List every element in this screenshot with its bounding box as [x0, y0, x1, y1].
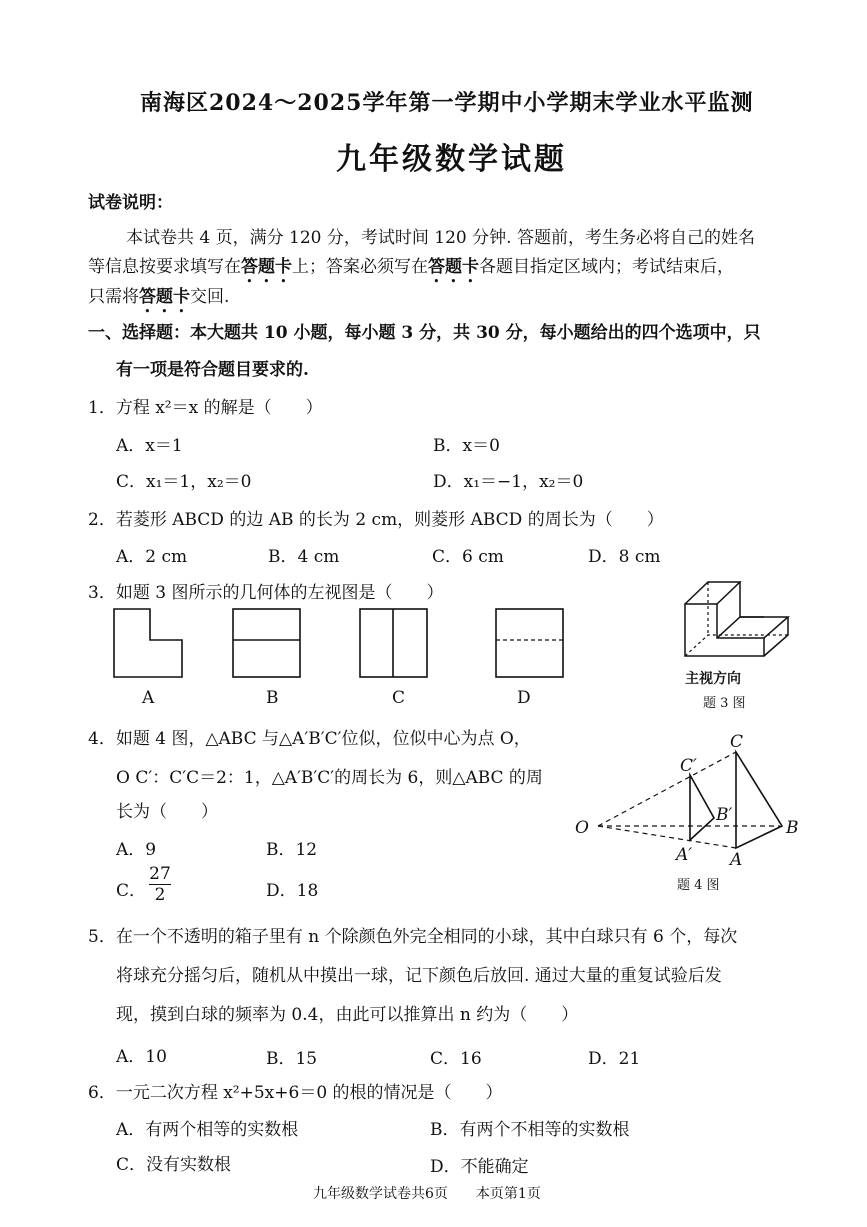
q1-option-b: B．x＝0 — [433, 436, 500, 456]
answer-card-term: 答题卡 — [241, 257, 292, 277]
q4-point-b-prime: B′ — [716, 805, 733, 825]
q6-option-d: D．不能确定 — [430, 1157, 529, 1177]
q3-label-a: A — [142, 688, 155, 708]
q4-point-b: B — [786, 818, 799, 838]
q1-stem: 1．方程 x²＝x 的解是（ ） — [88, 398, 323, 418]
q6-option-c: C．没有实数根 — [116, 1155, 232, 1175]
q3-view-direction-label: 主视方向 — [685, 671, 741, 687]
section1-heading: 一、选择题：本大题共 10 小题，每小题 3 分，共 30 分，每小题给出的四个选项中，只 — [88, 323, 761, 343]
q6-stem: 6．一元二次方程 x²+5x+6＝0 的根的情况是（ ） — [88, 1083, 503, 1103]
q4-option-b: B．12 — [266, 840, 318, 860]
answer-card-term: 答题卡 — [428, 257, 479, 277]
answer-card-term: 答题卡 — [139, 287, 190, 307]
exam-subtitle: 九年级数学试题 — [336, 142, 567, 177]
instructions-line-1: 本试卷共 4 页，满分 120 分，考试时间 120 分钟. 答题前，考生务必将自己的姓名 — [126, 228, 755, 248]
q3-label-c: C — [392, 688, 406, 708]
q5-option-c: C．16 — [430, 1049, 482, 1069]
q5-option-d: D．21 — [588, 1049, 641, 1069]
q2-option-c: C．6 cm — [432, 547, 504, 567]
q4-point-a-prime: A′ — [676, 845, 693, 865]
instructions-line-3: 只需将答题卡交回. — [88, 287, 230, 307]
q4-option-c-prefix: C． — [116, 881, 147, 901]
q1-option-d: D．x₁＝−1，x₂＝0 — [433, 472, 584, 492]
q5-option-a: A．10 — [116, 1047, 167, 1067]
q2-option-a: A．2 cm — [116, 547, 188, 567]
q4-point-o: O — [575, 818, 589, 838]
q4-fraction-denominator: 2 — [154, 885, 166, 905]
q5-stem-line-2: 将球充分摇匀后，随机从中摸出一球，记下颜色后放回. 通过大量的重复试验后发 — [116, 966, 722, 986]
instructions-label: 试卷说明： — [88, 193, 173, 213]
q3-caption: 题 3 图 — [703, 696, 746, 711]
q4-stem-line-1: 4．如题 4 图，△ABC 与△A′B′C′位似，位似中心为点 O， — [88, 729, 531, 749]
q4-point-c-prime: C′ — [680, 756, 697, 776]
q5-stem-line-3: 现，摸到白球的频率为 0.4，由此可以推算出 n 约为（ ） — [116, 1005, 579, 1025]
instructions-line-2: 等信息按要求填写在答题卡上；答案必须写在答题卡各题目指定区域内；考试结束后， — [88, 257, 734, 277]
q2-stem: 2．若菱形 ABCD 的边 AB 的长为 2 cm，则菱形 ABCD 的周长为（ ） — [88, 510, 664, 530]
q2-option-d: D．8 cm — [588, 547, 661, 567]
q4-caption: 题 4 图 — [677, 878, 720, 893]
q4-option-a: A．9 — [116, 840, 157, 860]
q5-option-b: B．15 — [266, 1049, 318, 1069]
q4-stem-line-3: 长为（ ） — [116, 802, 218, 822]
q4-stem-line-2: O C′：C′C＝2：1，△A′B′C′的周长为 6，则△ABC 的周 — [116, 768, 543, 788]
q6-option-a: A．有两个相等的实数根 — [116, 1120, 299, 1140]
page-footer: 九年级数学试卷共6页 本页第1页 — [313, 1186, 541, 1202]
q6-option-b: B．有两个不相等的实数根 — [430, 1120, 630, 1140]
q4-point-c: C — [730, 732, 744, 752]
q4-fraction-numerator: 27 — [149, 864, 171, 884]
q3-label-d: D — [517, 688, 531, 708]
q4-point-a: A — [730, 850, 743, 870]
exam-title: 南海区2024～2025学年第一学期中小学期末学业水平监测 — [140, 90, 754, 116]
q3-stem: 3．如题 3 图所示的几何体的左视图是（ ） — [88, 583, 444, 603]
section1-heading-cont: 有一项是符合题目要求的. — [116, 360, 309, 380]
q3-label-b: B — [266, 688, 279, 708]
q5-stem-line-1: 5．在一个不透明的箱子里有 n 个除颜色外完全相同的小球，其中白球只有 6 个，每次 — [88, 927, 738, 947]
q1-option-a: A．x＝1 — [116, 436, 183, 456]
q2-option-b: B．4 cm — [268, 547, 340, 567]
q4-option-d: D．18 — [266, 881, 319, 901]
q1-option-c: C．x₁＝1，x₂＝0 — [116, 472, 252, 492]
